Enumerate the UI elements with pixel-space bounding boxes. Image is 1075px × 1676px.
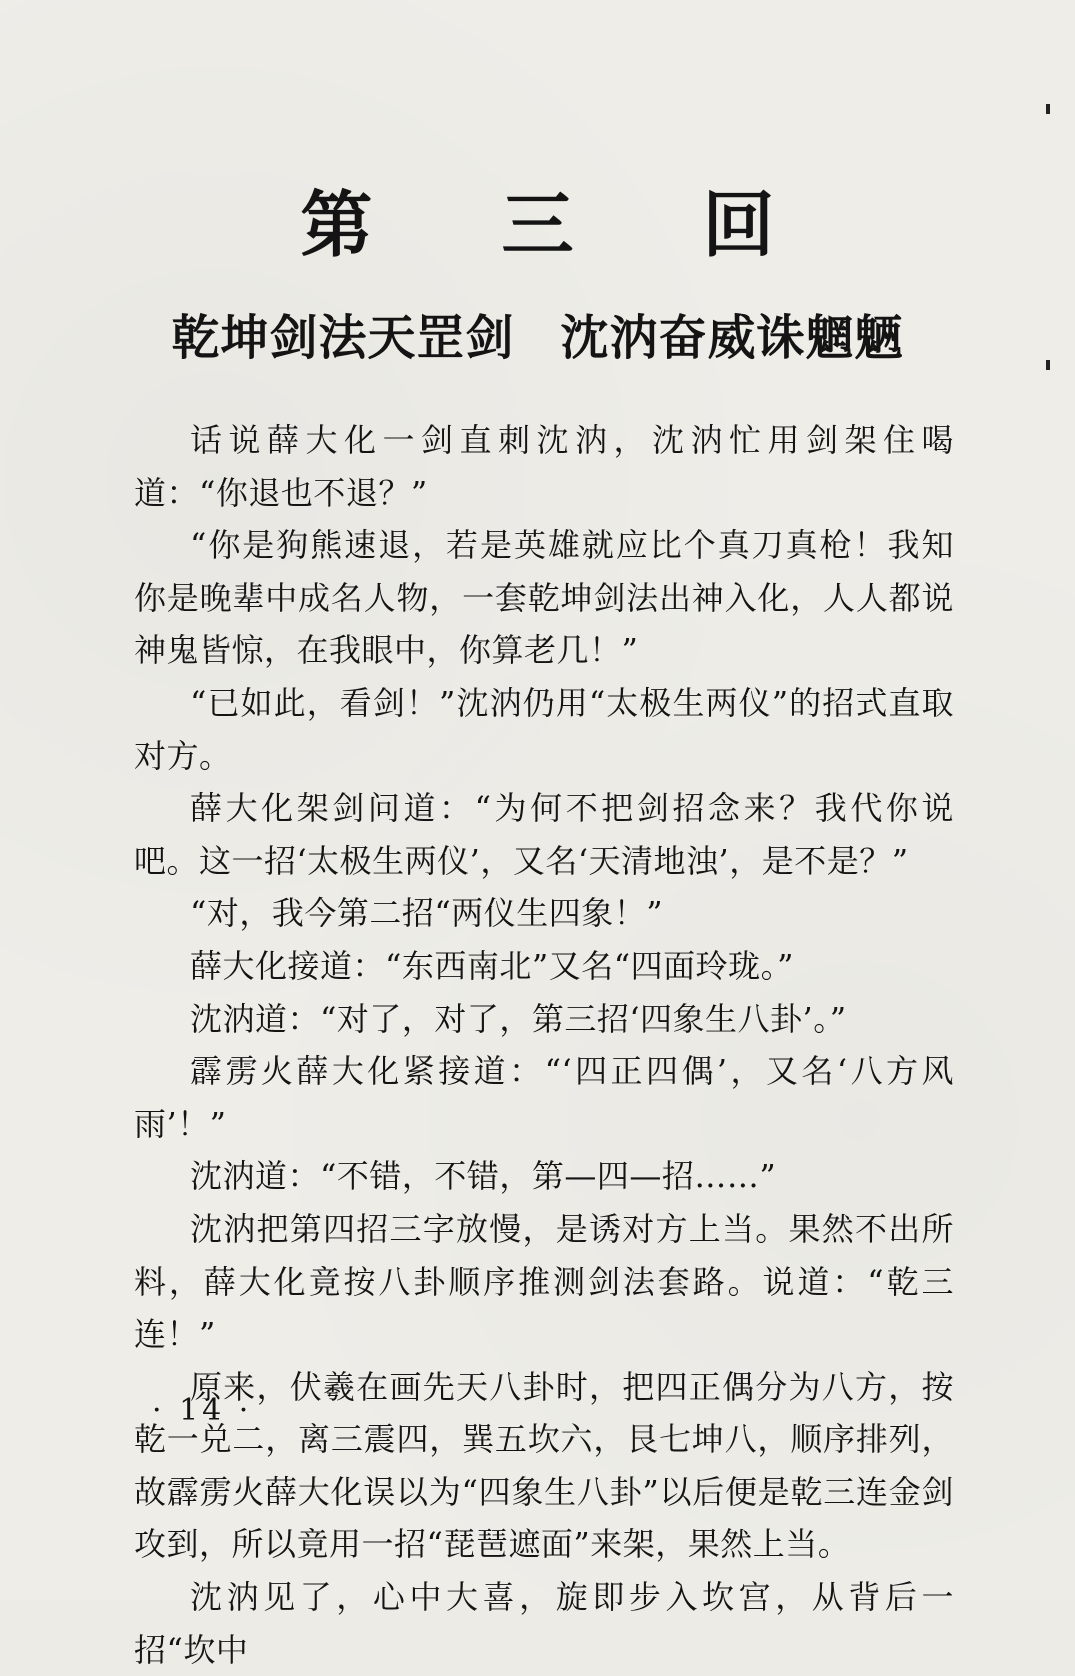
paragraph: 沈汭把第四招三字放慢，是诱对方上当。果然不出所料，薛大化竟按八卦顺序推测剑法套路。说道：“乾三连！” bbox=[134, 1209, 954, 1354]
paragraph: 薛大化接道：“东西南北”又名“四面玲珑。” bbox=[190, 946, 794, 985]
paragraph: 沈汭道：“不错，不错，第—四—招……” bbox=[190, 1157, 777, 1196]
paragraph: 薛大化架剑问道：“为何不把剑招念来？我代你说吧。这一招‘太极生两仪’，又名‘天清地浊’，是不是？” bbox=[134, 789, 954, 880]
paragraph: 原来，伏羲在画先天八卦时，把四正偶分为八方，按乾一兑二，离三震四，巽五坎六，艮七坤八，顺序排列，故霹雳火薛大化误以为“四象生八卦”以后便是乾三连金剑攻到，所以竟用一招“琵琶遮面”来架，果然上当。 bbox=[134, 1367, 954, 1564]
paragraph: “你是狗熊速退，若是英雄就应比个真刀真枪！我知你是晚辈中成名人物，一套乾坤剑法出神入化，人人都说神鬼皆惊，在我眼中，你算老几！” bbox=[134, 526, 954, 670]
paragraph: “已如此，看剑！”沈汭仍用“太极生两仪”的招式直取对方。 bbox=[134, 683, 954, 775]
subtitle-right: 沈汭奋威诛魍魉 bbox=[560, 310, 904, 366]
scan-mark bbox=[1046, 104, 1050, 114]
chapter-title: 第 三 回 bbox=[300, 182, 827, 267]
paragraph: 沈汭见了，心中大喜，旋即步入坎宫，从背后一招“坎中 bbox=[134, 1578, 954, 1669]
body-text bbox=[134, 414, 954, 1676]
paragraph: 话说薛大化一剑直刺沈汭，沈汭忙用剑架住喝道：“你退也不退？” bbox=[134, 421, 954, 512]
subtitle-left: 乾坤剑法天罡剑 bbox=[171, 310, 515, 366]
paragraph: 沈汭道：“对了，对了，第三招‘四象生八卦’。” bbox=[190, 999, 847, 1038]
paragraph: “对，我今第二招“两仪生四象！” bbox=[190, 894, 664, 933]
chapter-subtitle bbox=[0, 308, 1075, 368]
page-number: · 14 · bbox=[152, 1393, 253, 1428]
paragraph: 霹雳火薛大化紧接道：“‘四正四偶’，又名‘八方风雨’！” bbox=[134, 1052, 954, 1143]
